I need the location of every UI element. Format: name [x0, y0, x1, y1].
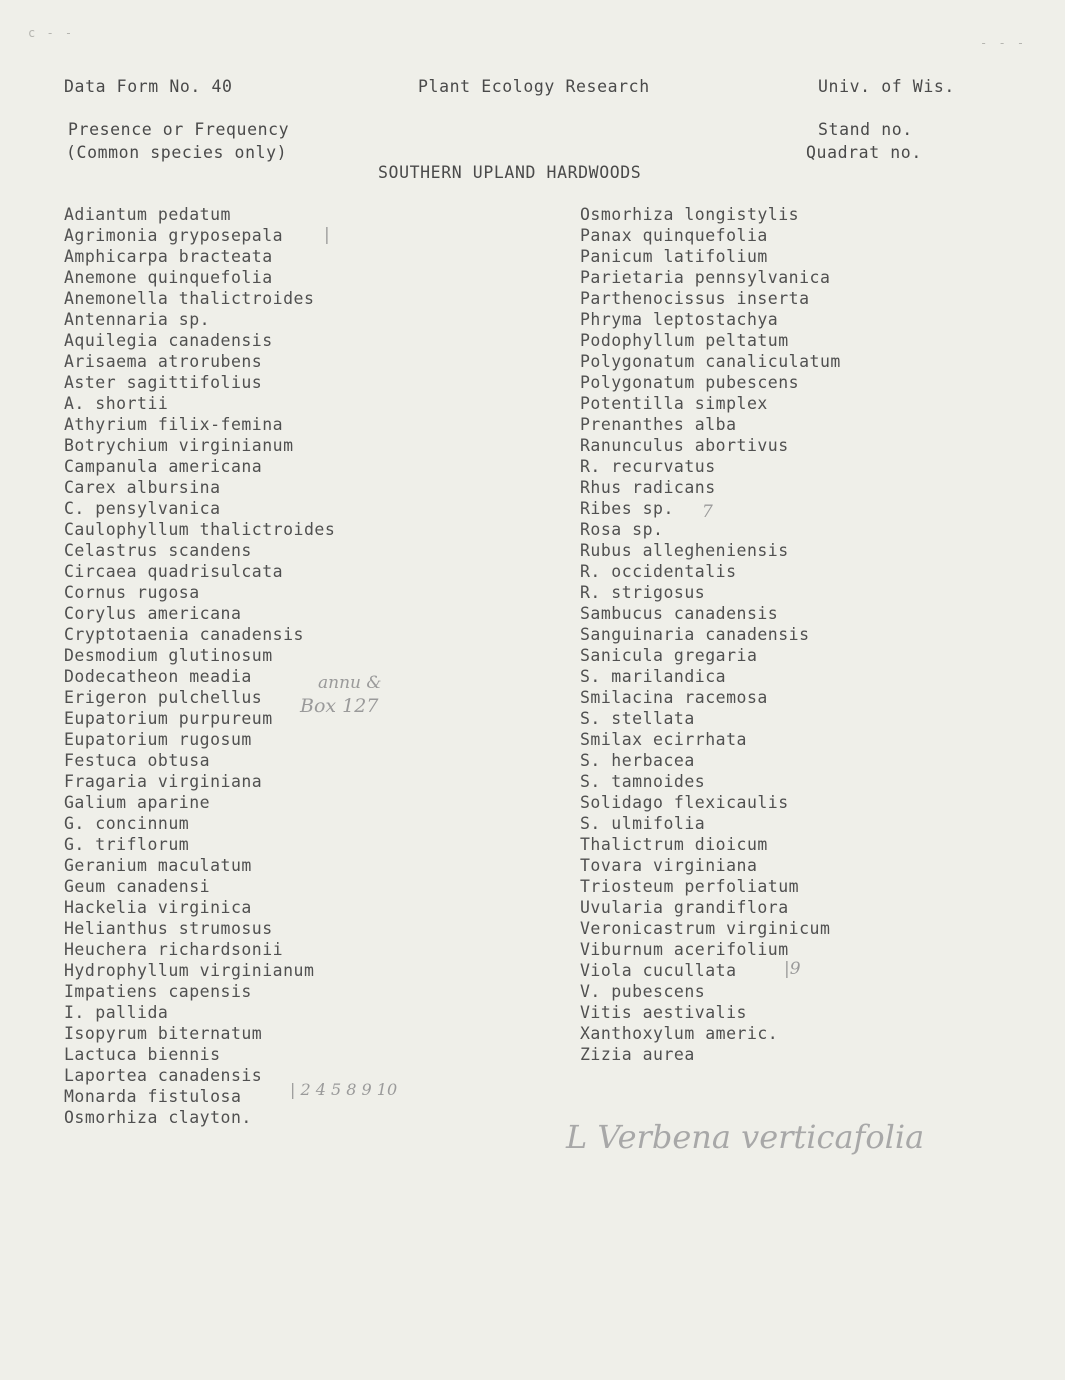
species-item: Athyrium filix-femina: [64, 415, 284, 434]
monarda-tally-mark: | 2 4 5 8 9 10: [290, 1080, 398, 1099]
species-item: Circaea quadrisulcata: [64, 562, 284, 581]
species-item: Corylus americana: [64, 604, 242, 623]
species-item: Amphicarpa bracteata: [64, 247, 273, 266]
viola-tally-mark: |9: [784, 959, 801, 979]
common-species-label: (Common species only): [66, 143, 288, 162]
species-item: Viola cucullata: [580, 961, 737, 980]
species-item: Polygonatum pubescens: [580, 373, 800, 392]
species-item: Eupatorium purpureum: [64, 709, 273, 728]
species-item: Aster sagittifolius: [64, 373, 263, 392]
species-item: Polygonatum canaliculatum: [580, 352, 841, 371]
species-item: S. ulmifolia: [580, 814, 706, 833]
species-item: Zizia aurea: [580, 1045, 695, 1064]
form-title: SOUTHERN UPLAND HARDWOODS: [378, 163, 642, 182]
species-item: Heuchera richardsonii: [64, 940, 284, 959]
species-item: Agrimonia gryposepala: [64, 226, 284, 245]
species-item: Parietaria pennsylvanica: [580, 268, 831, 287]
species-item: Celastrus scandens: [64, 541, 252, 560]
species-item: R. strigosus: [580, 583, 706, 602]
species-item: Rhus radicans: [580, 478, 716, 497]
species-item: Vitis aestivalis: [580, 1003, 747, 1022]
species-item: Cornus rugosa: [64, 583, 200, 602]
species-item: Lactuca biennis: [64, 1045, 221, 1064]
species-item: Aquilegia canadensis: [64, 331, 273, 350]
species-item: Smilacina racemosa: [580, 688, 768, 707]
species-item: Hydrophyllum virginianum: [64, 961, 315, 980]
species-item: Triosteum perfoliatum: [580, 877, 800, 896]
presence-label: Presence or Frequency: [68, 120, 290, 139]
species-item: Monarda fistulosa: [64, 1087, 242, 1106]
species-item: Sanguinaria canadensis: [580, 625, 810, 644]
species-item: Osmorhiza longistylis: [580, 205, 800, 224]
species-item: C. pensylvanica: [64, 499, 221, 518]
species-item: Arisaema atrorubens: [64, 352, 263, 371]
species-item: Prenanthes alba: [580, 415, 737, 434]
species-item: Helianthus strumosus: [64, 919, 273, 938]
species-item: Cryptotaenia canadensis: [64, 625, 304, 644]
erigeron-annotation: annu &: [318, 673, 382, 693]
species-item: Parthenocissus inserta: [580, 289, 810, 308]
species-item: Carex albursina: [64, 478, 221, 497]
species-item: Panicum latifolium: [580, 247, 768, 266]
species-item: G. concinnum: [64, 814, 190, 833]
species-item: Isopyrum biternatum: [64, 1024, 263, 1043]
species-list-left: [64, 204, 335, 1128]
corner-mark-left: c - -: [28, 26, 75, 40]
box-annotation: Box 127: [300, 695, 379, 717]
stand-number-label: Stand no.: [818, 120, 913, 139]
species-item: Anemonella thalictroides: [64, 289, 315, 308]
species-item: Geum canadensi: [64, 877, 211, 896]
species-item: Viburnum acerifolium: [580, 940, 789, 959]
species-item: Laportea canadensis: [64, 1066, 263, 1085]
species-item: Ranunculus abortivus: [580, 436, 789, 455]
species-item: Sanicula gregaria: [580, 646, 758, 665]
species-item: S. tamnoides: [580, 772, 706, 791]
university: Univ. of Wis.: [818, 77, 955, 96]
ribes-tally-mark: 7: [702, 502, 713, 522]
species-item: Impatiens capensis: [64, 982, 252, 1001]
species-item: Caulophyllum thalictroides: [64, 520, 336, 539]
species-item: Osmorhiza clayton.: [64, 1108, 252, 1127]
species-item: Ribes sp.: [580, 499, 674, 518]
species-item: Veronicastrum virginicum: [580, 919, 831, 938]
agrimonia-tally-mark: |: [324, 225, 330, 245]
species-item: Sambucus canadensis: [580, 604, 779, 623]
species-item: Potentilla simplex: [580, 394, 768, 413]
species-item: Galium aparine: [64, 793, 211, 812]
verbena-handwritten-note: L Verbena verticafolia: [566, 1118, 925, 1156]
species-item: S. stellata: [580, 709, 695, 728]
species-item: Fragaria virginiana: [64, 772, 263, 791]
corner-mark-right: - - -: [980, 36, 1027, 50]
species-item: Tovara virginiana: [580, 856, 758, 875]
species-item: Smilax ecirrhata: [580, 730, 747, 749]
species-item: Thalictrum dioicum: [580, 835, 768, 854]
species-item: Panax quinquefolia: [580, 226, 768, 245]
species-item: Solidago flexicaulis: [580, 793, 789, 812]
species-item: I. pallida: [64, 1003, 169, 1022]
form-number: Data Form No. 40: [64, 77, 233, 96]
species-item: Botrychium virginianum: [64, 436, 294, 455]
species-item: R. recurvatus: [580, 457, 716, 476]
species-item: Antennaria sp.: [64, 310, 211, 329]
species-item: Dodecatheon meadia: [64, 667, 252, 686]
species-item: Adiantum pedatum: [64, 205, 231, 224]
species-item: Anemone quinquefolia: [64, 268, 273, 287]
species-item: S. marilandica: [580, 667, 727, 686]
species-item: Xanthoxylum americ.: [580, 1024, 779, 1043]
species-item: Hackelia virginica: [64, 898, 252, 917]
species-item: Eupatorium rugosum: [64, 730, 252, 749]
species-item: Uvularia grandiflora: [580, 898, 789, 917]
species-item: Desmodium glutinosum: [64, 646, 273, 665]
quadrat-number-label: Quadrat no.: [806, 143, 922, 162]
species-list-right: [580, 204, 841, 1065]
species-item: Festuca obtusa: [64, 751, 211, 770]
species-item: A. shortii: [64, 394, 169, 413]
species-item: S. herbacea: [580, 751, 695, 770]
species-item: Rosa sp.: [580, 520, 664, 539]
species-item: Campanula americana: [64, 457, 263, 476]
species-item: Phryma leptostachya: [580, 310, 779, 329]
species-item: Erigeron pulchellus: [64, 688, 263, 707]
species-item: V. pubescens: [580, 982, 706, 1001]
organization: Plant Ecology Research: [418, 77, 650, 96]
species-item: R. occidentalis: [580, 562, 737, 581]
species-item: G. triflorum: [64, 835, 190, 854]
species-item: Geranium maculatum: [64, 856, 252, 875]
species-item: Rubus allegheniensis: [580, 541, 789, 560]
species-item: Podophyllum peltatum: [580, 331, 789, 350]
